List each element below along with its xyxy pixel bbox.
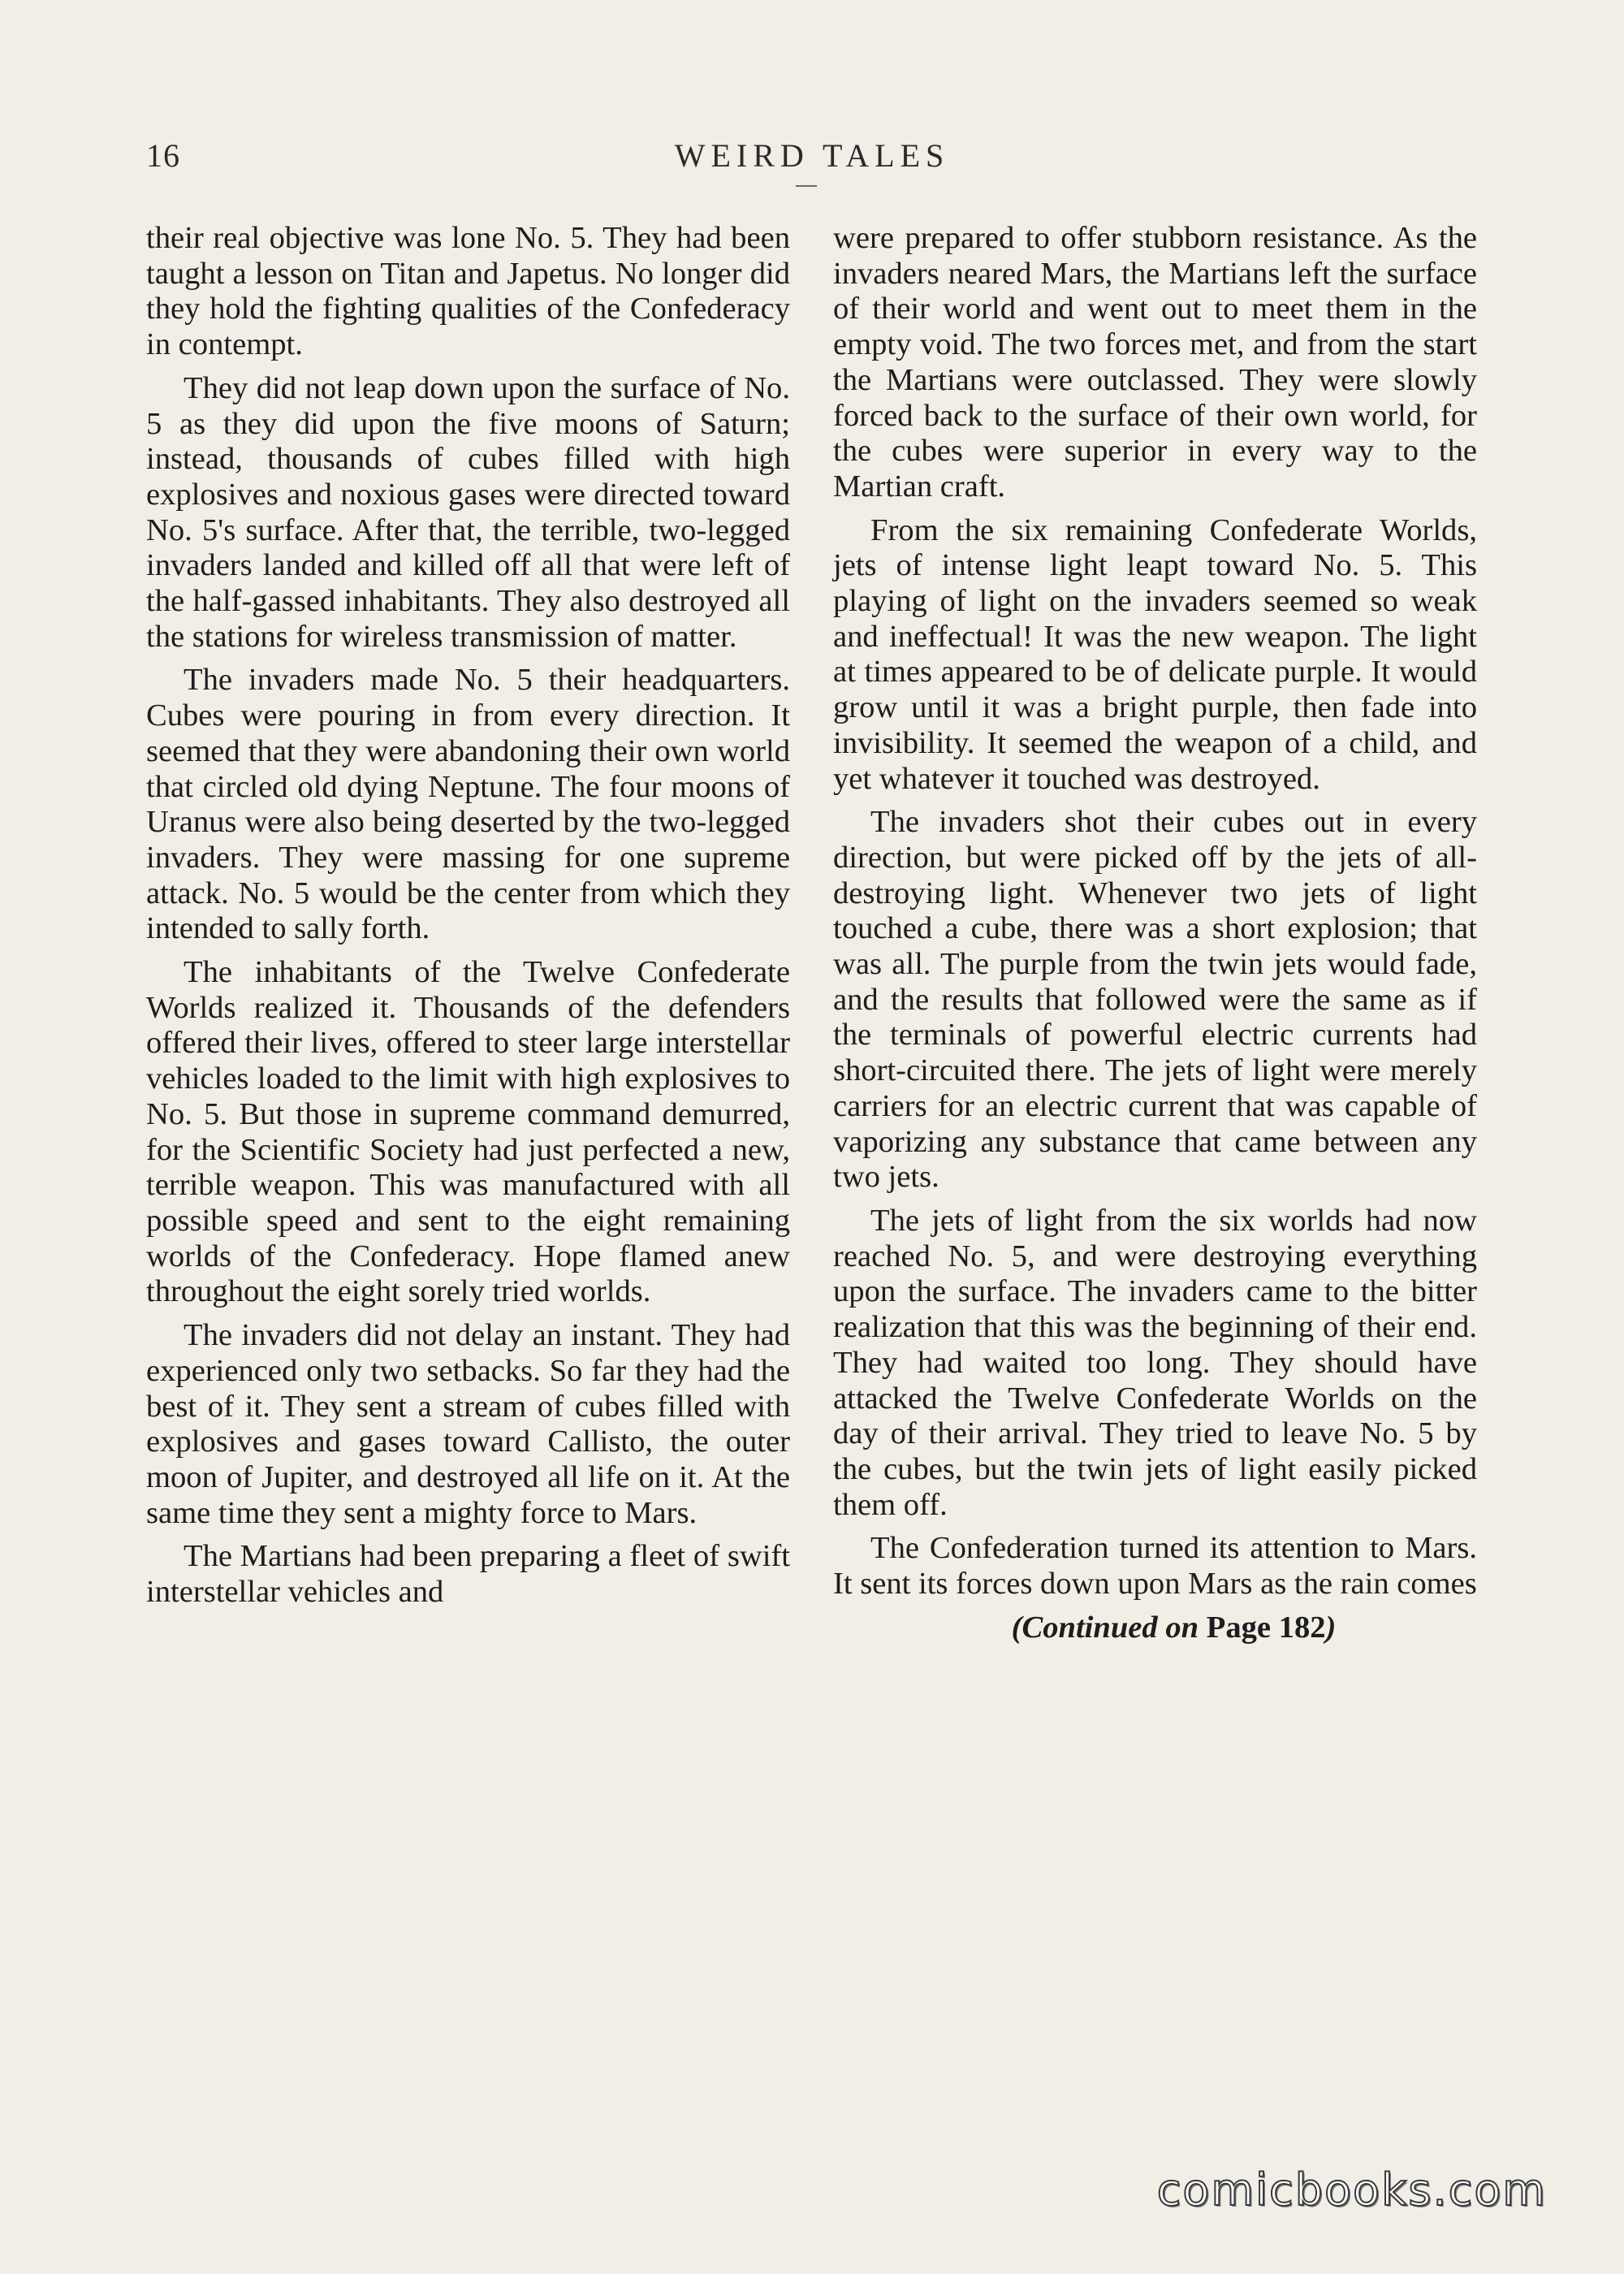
continued-notice	[833, 1610, 1477, 1646]
right-column	[833, 221, 1477, 1654]
paragraph: The invaders shot their cubes out in every direction, but were picked off by the jets of all-destroying light. Whenever two jets of light touched a cube, there was a short explosion; that was all. The purple from the twin jets would fade, and the results that followed were the same as if the terminals of powerful electric currents had short-circuited there. The jets of light were merely carriers for an electric current that was capable of vaporizing any substance that came between any two jets.	[833, 805, 1477, 1195]
header-rule	[796, 185, 817, 187]
paragraph: The inhabitants of the Twelve Confederate Worlds realized it. Thousands of the defenders offered their lives, offered to steer large interstellar vehicles loaded to the limit with high explosives to No. 5. But those in supreme command demurred, for the Scientific Society had just perfected a new, terrible weapon. This was manufactured with all possible speed and sent to the eight remaining worlds of the Confederacy. Hope flamed anew throughout the eight sorely tried worlds.	[146, 955, 790, 1309]
continued-page-ref: Page 182	[1206, 1610, 1326, 1645]
paragraph: The Martians had been preparing a fleet of swift interstellar vehicles and	[146, 1539, 790, 1610]
paragraph: The invaders made No. 5 their headquarters. Cubes were pouring in from every direction. It seemed that they were abandoning their own world that circled old dying Neptune. The four moons of Uranus were also being deserted by the two-legged invaders. They were massing for one supreme attack. No. 5 would be the center from which they intended to sally forth.	[146, 663, 790, 946]
page-header	[0, 136, 1624, 185]
paragraph: were prepared to offer stubborn resistance. As the invaders neared Mars, the Martians left the surface of their world and went out to meet them in the empty void. The two forces met, and from the start the Martians were outclassed. They were slowly forced back to the surface of their own world, for the cubes were superior in every way to the Martian craft.	[833, 221, 1477, 504]
watermark: comicbooks.com	[1156, 2164, 1547, 2216]
continued-suffix: )	[1325, 1610, 1337, 1645]
paragraph: They did not leap down upon the surface of No. 5 as they did upon the five moons of Saturn; instead, thousands of cubes filled with high explosives and noxious gases were directed toward No. 5's surface. After that, the terrible, two-legged invaders landed and killed off all that were left of the half-gassed inhabitants. They also destroyed all the stations for wireless transmission of matter.	[146, 370, 790, 654]
paragraph: The jets of light from the six worlds had now reached No. 5, and were destroying everything upon the surface. The invaders came to the bitter realization that this was the beginning of their end. They had waited too long. They should have attacked the Twelve Confederate Worlds on the day of their arrival. They tried to leave No. 5 by the cubes, but the twin jets of light easily picked them off.	[833, 1203, 1477, 1522]
continued-text: Continued on	[1021, 1610, 1199, 1645]
running-head: WEIRD TALES	[674, 137, 950, 174]
paragraph: From the six remaining Confederate Worlds, jets of intense light leapt toward No. 5. This playing of light on the invaders seemed so weak and ineffectual! It was the new weapon. The light at times appeared to be of delicate purple. It would grow until it was a bright purple, then fade into invisibility. It seemed the weapon of a child, and yet whatever it touched was destroyed.	[833, 512, 1477, 796]
paragraph: The invaders did not delay an instant. They had experienced only two setbacks. So far they had the best of it. They sent a stream of cubes filled with explosives and gases toward Callisto, the outer moon of Jupiter, and destroyed all life on it. At the same time they sent a mighty force to Mars.	[146, 1318, 790, 1530]
continued-prefix: (	[1011, 1610, 1022, 1645]
page-number: 16	[146, 137, 180, 174]
paragraph: their real objective was lone No. 5. They had been taught a lesson on Titan and Japetus. No longer did they hold the fighting qualities of the Confederacy in contempt.	[146, 221, 790, 362]
paragraph: The Confederation turned its attention to Mars. It sent its forces down upon Mars as the rain comes	[833, 1531, 1477, 1602]
left-column	[146, 221, 790, 1619]
